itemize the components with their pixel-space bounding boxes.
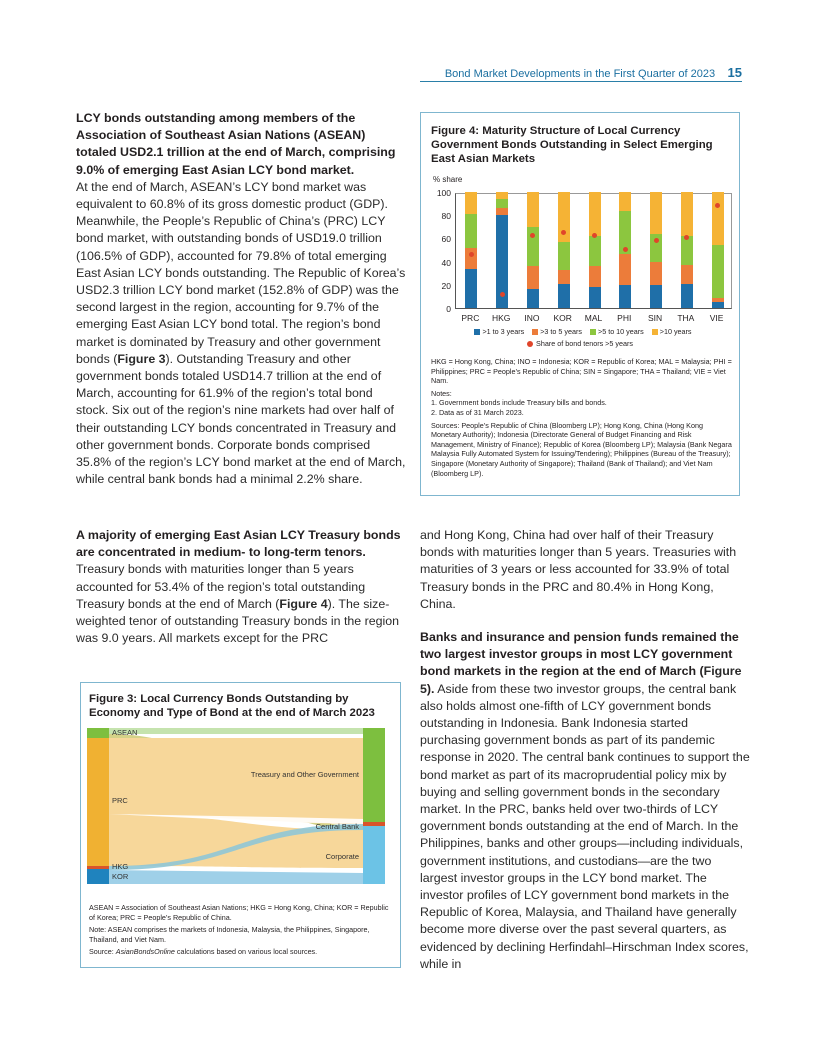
figure-3 xyxy=(80,682,401,968)
legend-label: >3 to 5 years xyxy=(540,327,582,336)
bar-vie xyxy=(712,192,724,308)
running-title: Bond Market Developments in the First Quarter of 2023 xyxy=(444,68,716,80)
bar-hkg xyxy=(496,192,508,308)
abbreviations: HKG = Hong Kong, China; INO = Indonesia; KOR = Republic of Korea; MAL = Malaysia; PHI = Philippines; PRC = People’s Republic of China; SIN = Singapore; THA = Thailand; VIE = Viet Nam. xyxy=(431,357,732,386)
x-tick-label: PHI xyxy=(617,313,632,323)
bar-segment xyxy=(465,269,477,308)
paragraph: and Hong Kong, China had over half of their Treasury bonds with maturities longer than 5 years. Treasuries with maturities of 3 years or less accounted for 33.9% of total Treasury bonds in the PRC and 80.4% in Hong Kong, China. xyxy=(420,528,737,611)
bar-segment xyxy=(681,265,693,284)
paragraph xyxy=(76,110,406,488)
bar-prc xyxy=(465,192,477,308)
bar-segment xyxy=(558,270,570,284)
bar-segment xyxy=(558,284,570,308)
right-column-section-3 xyxy=(420,629,750,973)
bar-segment xyxy=(465,192,477,214)
y-tick: 0 xyxy=(446,304,451,314)
node-label-prc: PRC xyxy=(112,796,128,805)
bar-segment xyxy=(558,242,570,270)
source xyxy=(89,947,394,957)
bar-segment xyxy=(681,284,693,308)
marker-dot xyxy=(623,247,628,252)
bar-segment xyxy=(712,245,724,297)
y-tick: 40 xyxy=(441,258,451,268)
bar-segment xyxy=(589,266,601,287)
bar-segment xyxy=(650,192,662,234)
bar-kor xyxy=(558,192,570,308)
bar-segment xyxy=(650,262,662,285)
abbreviations: ASEAN = Association of Southeast Asian Nations; HKG = Hong Kong, China; KOR = Republic of Korea; PRC = People’s Republic of China. xyxy=(89,903,389,922)
x-tick-label: KOR xyxy=(553,313,572,323)
marker-dot xyxy=(654,238,659,243)
bar-segment xyxy=(527,289,539,308)
left-column-section-2 xyxy=(76,527,406,647)
legend-label: Share of bond tenors >5 years xyxy=(536,339,633,348)
x-tick-label: INO xyxy=(524,313,540,323)
bar-segment xyxy=(496,192,508,199)
legend-label: >1 to 3 years xyxy=(482,327,525,336)
figure-5-ref: Figure 5 xyxy=(420,664,742,696)
paragraph-body: At the end of March, ASEAN’s LCY bond market was equivalent to 60.8% of its gross domestic product (GDP). Meanwhile, the People’s Republic of China’s (PRC) LCY bond market, with outstanding bonds of USD19.0 trillion (106.5% of GDP), accounted for 79.8% of total emerging East Asian LCY bonds outstanding. The Republic of Korea’s USD2.3 trillion LCY bond market (152.8% of GDP) was the second largest in the region, accounting for 9.7% of the emerging East Asian LCY bond total. The region’s bond market is dominated by Treasury and other government bonds ( xyxy=(76,179,406,366)
bar-segment xyxy=(589,287,601,308)
sources: Sources: People’s Republic of China (Bloomberg LP); Hong Kong, China (Hong Kong Monetary Authority); Indonesia (Directorate General of Budget Financing and Risk Management, Ministry of Finance); Republic of Korea (Bloomberg LP); Malaysia (Bank Negara Malaysia Fully Automated System for Issuing/Tendering); Philippines (Bureau of the Treasury); Singapore (Monetary Authority of Singapore); Thailand (Bank of Thailand); and Viet Nam (Bloomberg LP). xyxy=(431,420,732,478)
note-1: 1. Government bonds include Treasury bills and bonds. xyxy=(431,398,607,408)
bar-mal xyxy=(589,192,601,308)
paragraph-body: ). The size-weighted tenor of outstanding Treasury bonds in the region was 9.0 years. All markets except for the PRC xyxy=(76,596,400,646)
paragraph xyxy=(76,527,406,647)
y-tick: 100 xyxy=(436,188,451,198)
figure-4-title: Figure 4: Maturity Structure of Local Currency Government Bonds Outstanding in Select Emerging East Asian Markets xyxy=(431,125,713,165)
bar-segment xyxy=(712,302,724,308)
source-italic: AsianBondsOnline xyxy=(115,947,175,957)
paragraph-body: ). Outstanding Treasury and other government bonds totaled USD14.7 trillion at the end of March, accounting for 61.9% of the region’s total bond stock. Six out of the region’s nine markets had over half of their outstanding LCY bonds concentrated in Treasury and other government bonds. Corporate bonds comprised 35.8% of the region’s LCY bond market at the end of March, while central bank bonds had a minimal 2.2% share. xyxy=(76,351,406,487)
legend-swatch xyxy=(590,329,596,335)
x-tick-label: HKG xyxy=(491,313,511,323)
bar-segment xyxy=(650,285,662,308)
marker-dot xyxy=(500,292,505,297)
bar-segment xyxy=(589,236,601,266)
note-2: 2. Data as of 31 March 2023. xyxy=(431,407,524,417)
node-label-hkg: HKG xyxy=(112,862,129,871)
paragraph-lead: A majority of emerging East Asian LCY Treasury bonds are concentrated in medium- to long-term tenors. xyxy=(76,528,401,560)
node-label-treasury: Treasury and Other Government xyxy=(250,770,359,779)
chart-legend-markers xyxy=(421,339,739,348)
legend-label: >5 to 10 years xyxy=(598,327,644,336)
bar-segment xyxy=(712,192,724,245)
source-prefix: Source: xyxy=(89,947,116,957)
node-label-central-bank: Central Bank xyxy=(315,822,359,831)
page-number: 15 xyxy=(727,65,742,80)
bar-segment xyxy=(496,208,508,215)
bar-segment xyxy=(619,285,631,308)
figure-4-ref: Figure 4 xyxy=(279,596,328,611)
bar-segment xyxy=(527,266,539,289)
y-tick: 20 xyxy=(441,281,451,291)
bar-segment xyxy=(681,192,693,236)
bar-segment xyxy=(619,192,631,211)
bar-segment xyxy=(681,236,693,265)
right-column-continuation xyxy=(420,527,750,613)
notes-label: Notes: xyxy=(431,388,452,398)
paragraph-lead: Banks and insurance and pension funds remained the two largest investor groups in most LCY government bond markets in the region at the end of March ( xyxy=(420,630,739,679)
paragraph xyxy=(420,629,750,973)
paragraph-body: Aside from these two investor groups, the central bank also holds almost one-fifth of LCY government bonds outstanding in Indonesia. Bank Indonesia started purchasing government bonds as part of its pandemic response in 2020. The central bank continues to support the bond market as part of its macroprudential policy mix by buying and selling government bonds in the secondary market. In the PRC, banks held over two-thirds of LCY government bonds outstanding at the end of March. In the Philippines, banks and other groups—including individuals, government institutions, and custodians—are the two largest investor groups in the LCY bond market. The investor profiles of LCY government bond markets in the Republic of Korea, Malaysia, and Thailand have generally become more diverse over the past several quarters, as evidenced by declining Herfindahl–Hirschman Index scores, while in xyxy=(420,681,750,971)
bar-segment xyxy=(589,192,601,236)
figure-3-title: Figure 3: Local Currency Bonds Outstanding by Economy and Type of Bond at the end of March 2023 xyxy=(89,693,375,719)
marker-dot xyxy=(715,203,720,208)
x-tick-label: THA xyxy=(677,313,695,323)
chart-plot-area xyxy=(455,193,732,309)
figure-4 xyxy=(420,112,740,496)
figure-4-notes xyxy=(431,357,733,481)
node-label-asean: ASEAN xyxy=(112,728,138,737)
figure-3-ref: Figure 3 xyxy=(117,351,166,366)
paragraph-lead-end: ). xyxy=(426,681,435,696)
y-tick: 80 xyxy=(441,211,451,221)
left-column-section-1 xyxy=(76,110,406,488)
legend-swatch xyxy=(474,329,480,335)
legend-dot-icon xyxy=(527,341,533,347)
node-label-corporate: Corporate xyxy=(325,852,359,861)
figure-3-notes xyxy=(89,903,394,960)
note: Note: ASEAN comprises the markets of Indonesia, Malaysia, the Philippines, Singapore, Thailand, and Viet Nam. xyxy=(89,925,370,944)
bar-segment xyxy=(465,248,477,269)
legend-label: >10 years xyxy=(659,327,692,336)
y-axis-label: % share xyxy=(433,175,463,184)
running-header xyxy=(420,64,742,82)
bar-segment xyxy=(527,192,539,227)
bar-sin xyxy=(650,192,662,308)
node-label-kor: KOR xyxy=(112,872,129,881)
source-suffix: calculations based on various local sources. xyxy=(174,947,318,957)
x-tick-label: VIE xyxy=(709,313,724,323)
sankey-diagram xyxy=(87,728,385,884)
chart-legend xyxy=(421,327,739,336)
legend-swatch xyxy=(652,329,658,335)
x-tick-label: MAL xyxy=(584,313,603,323)
paragraph-body: Treasury bonds with maturities longer than 5 years accounted for 53.4% of the region’s total outstanding Treasury bonds at the end of March ( xyxy=(76,562,366,611)
bar-segment xyxy=(465,214,477,248)
x-tick-label: PRC xyxy=(461,313,480,323)
y-tick: 60 xyxy=(441,234,451,244)
paragraph-lead: LCY bonds outstanding among members of the Association of Southeast Asian Nations (ASEAN) totaled USD2.1 trillion at the end of March, comprising 9.0% of emerging East Asian LCY bond market. xyxy=(76,111,396,177)
bar-segment xyxy=(496,199,508,208)
legend-swatch xyxy=(532,329,538,335)
bar-tha xyxy=(681,192,693,308)
bar-segment xyxy=(619,254,631,285)
bar-ino xyxy=(527,192,539,308)
x-tick-label: SIN xyxy=(647,313,663,323)
